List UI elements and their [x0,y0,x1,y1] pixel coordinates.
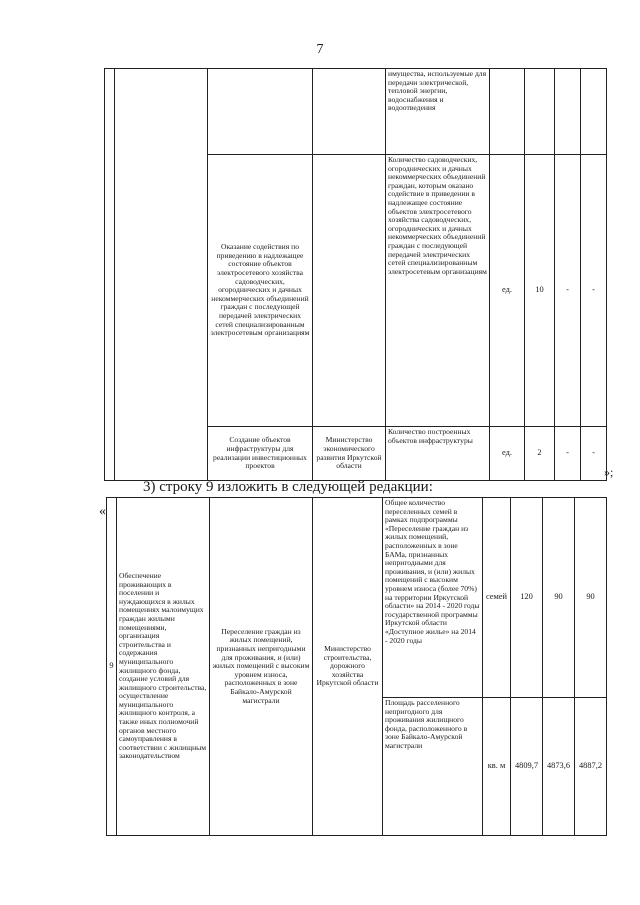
indicator-cell: имущества, используемые для передачи электрической, тепловой энергии, водоснабжения и водоотведения [386,69,490,155]
measure-cell: Оказание содействия по приведению в надлежащее состояние объектов электросетевого хозяйства садоводческих, огороднических и дачных некоммерческих объединений граждан с последующей передачей электрических сетей специализированным электросетевым организациям [208,155,313,427]
measure-cell [208,69,313,155]
unit-cell: ед. [490,427,525,481]
indicator-cell: Площадь расселенного непригодного для проживания жилищного фонда, расположенного в зоне Байкало-Амурской магистрали [383,698,483,836]
value-cell [581,69,607,155]
executor-cell [313,155,386,427]
executor-cell: Министерство экономического развития Иркутской области [313,427,386,481]
value-cell: 90 [575,498,607,698]
value-cell: - [581,155,607,427]
unit-cell: семей [483,498,511,698]
closing-quote-mark: »; [604,465,614,479]
value-cell: 4809,7 [511,698,543,836]
value-cell [525,69,555,155]
table-row [105,69,607,155]
row-9-table [106,497,607,836]
opening-quote-mark: « [99,504,106,519]
row-number-cell [105,69,115,481]
task-cell [115,69,208,481]
unit-cell: кв. м [483,698,511,836]
page-number: 7 [316,42,324,57]
indicator-cell: Общее количество переселенных семей в рамках подпрограммы «Переселение граждан из жилых помещений, расположенных в зоне БАМа, признанных непригодными для проживания, и (или) жилых помещений с высоким уровнем износа (более 70%) на территории Иркутской области» на 2014 - 2020 годы государственной программы Иркутской области «Доступное жилье» на 2014 - 2020 годы [383,498,483,698]
value-cell: 120 [511,498,543,698]
value-cell: - [581,427,607,481]
value-cell [555,69,581,155]
indicator-cell: Количество садоводческих, огороднических и дачных некоммерческих объединений граждан, которым оказано содействие в приведении в надлежащее состояние объектов электросетевого хозяйства садоводческих, огороднических и дачных некоммерческих объединений граждан с последующей передачей электрических сетей специализированным электросетевым организациям [386,155,490,427]
measure-cell: Создание объектов инфраструктуры для реализации инвестиционных проектов [208,427,313,481]
table-row [107,498,607,698]
amendment-caption: 3) строку 9 изложить в следующей редакции: [143,479,433,495]
row-number-cell: 9 [107,498,117,836]
indicator-cell: Количество построенных объектов инфраструктуры [386,427,490,481]
value-cell: - [555,427,581,481]
continued-table [104,68,607,481]
unit-cell [490,69,525,155]
value-cell: 4887,2 [575,698,607,836]
measure-cell: Переселение граждан из жилых помещений, признанных непригодными для проживания, и (или) жилых помещений с высоким уровнем износа, расположенных в зоне Байкало-Амурской магистрали [210,498,313,836]
task-cell: Обеспечение проживающих в поселении и нуждающихся в жилых помещениях малоимущих граждан жилыми помещениями, организация строительства и содержания муниципального жилищного фонда, создание условий для жилищного строительства, осуществление муниципального жилищного контроля, а также иных полномочий органов местного самоуправления в соответствии с жилищным законодательством [117,498,210,836]
value-cell: - [555,155,581,427]
executor-cell [313,69,386,155]
unit-cell: ед. [490,155,525,427]
executor-cell: Министерство строительства, дорожного хозяйства Иркутской области [313,498,383,836]
value-cell: 90 [543,498,575,698]
value-cell: 10 [525,155,555,427]
value-cell: 4873,6 [543,698,575,836]
value-cell: 2 [525,427,555,481]
